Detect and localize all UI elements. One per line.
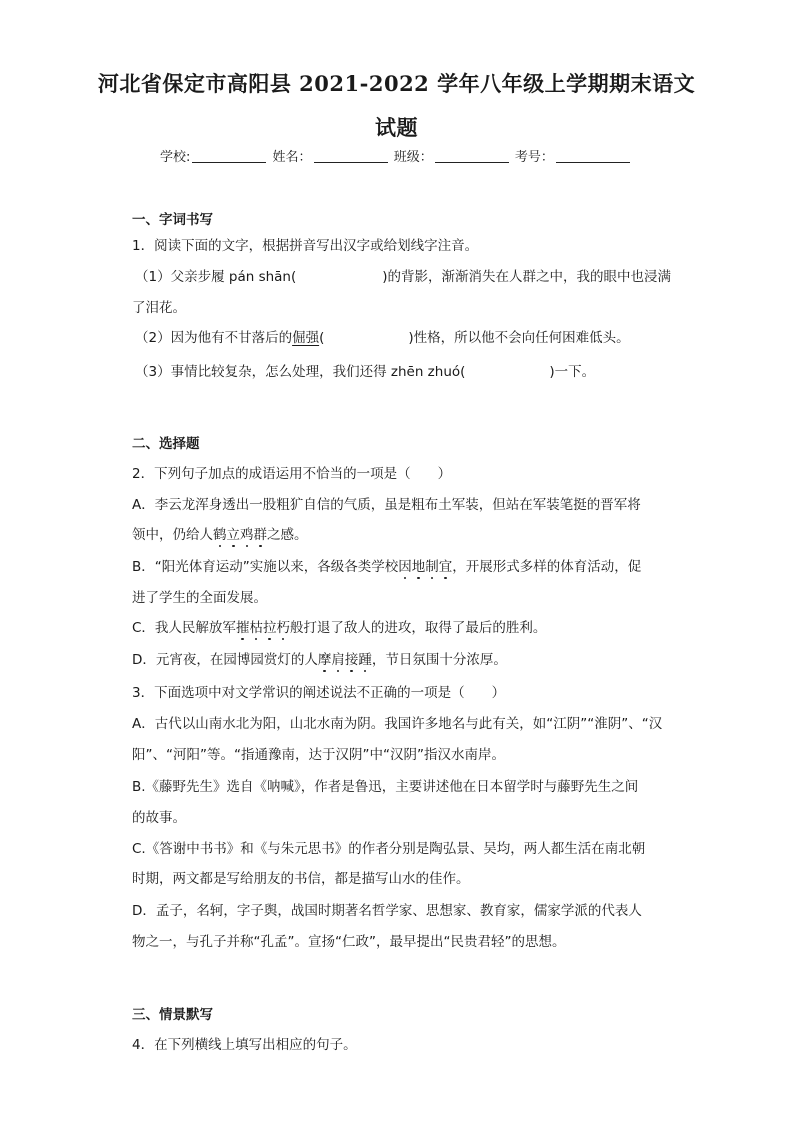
class-label: 班级：	[393, 150, 433, 165]
exam-number-blank	[556, 148, 630, 163]
option-3d-line2: 物之一，与孔子并称“孔孟”。宣扬“仁政”，最早提出“民贵君轻”的思想。	[132, 934, 566, 950]
exam-number-label: 考号：	[514, 150, 554, 165]
dotted-char: 枯	[249, 616, 263, 636]
question-4: 4．在下列横线上填写出相应的句子。	[132, 1037, 357, 1053]
section-heading-2: 二、选择题	[132, 436, 200, 452]
text: 领中，仍给人	[132, 527, 213, 543]
question-1-item-1	[135, 265, 671, 285]
text: C．我人民解放军	[132, 620, 236, 636]
question-1: 1．阅读下面的文字，根据拼音写出汉字或给划线字注音。	[132, 238, 479, 254]
item3-text-a: （3）事情比较复杂，怎么处理，我们还得 zhēn zhuó(	[135, 364, 466, 380]
exam-title-line1: 河北省保定市高阳县 2021-2022 学年八年级上学期期末语文	[97, 71, 696, 96]
item2-text-b: (	[319, 330, 325, 346]
item1-text-a: （1）父亲步履 pán shān(	[135, 269, 297, 285]
name-label: 姓名：	[272, 150, 312, 165]
text: ，节日氛围十分浓厚。	[371, 652, 507, 668]
name-blank	[314, 148, 388, 163]
underlined-word: 倔强	[292, 330, 320, 346]
student-info-row	[160, 146, 632, 165]
dotted-char: 接	[345, 648, 359, 668]
dotted-char: 摩	[318, 648, 332, 668]
item1-text-b: )的背影，渐渐消失在人群之中，我的眼中也浸满	[382, 269, 672, 285]
dotted-char: 地	[412, 555, 426, 575]
item2-text-c: )性格，所以他不会向任何困难低头。	[408, 330, 630, 346]
question-1-item-3	[135, 360, 595, 380]
question-1-item-1-cont: 了泪花。	[132, 300, 186, 316]
option-2a-line1: A．李云龙浑身透出一股粗犷自信的气质，虽是粗布土军装，但站在军装笔挺的晋军将	[132, 497, 641, 513]
option-2b-line1	[132, 555, 641, 575]
option-2a-line2	[132, 523, 308, 543]
text: D．元宵夜，在园博园赏灯的人	[132, 652, 318, 668]
text: B．“阳光体育运动”实施以来，各级各类学校	[132, 559, 399, 575]
dotted-char: 制	[425, 555, 439, 575]
dotted-char: 肩	[331, 648, 345, 668]
section-heading-1: 一、字词书写	[132, 212, 213, 228]
text: 般打退了敌人的进攻，取得了最后的胜利。	[289, 620, 547, 636]
dotted-char: 拉	[263, 616, 277, 636]
item3-text-b: )一下。	[549, 364, 596, 380]
item2-text-a: （2）因为他有不甘落后的	[135, 330, 293, 346]
class-blank	[435, 148, 509, 163]
question-3: 3．下面选项中对文学常识的阐述说法不正确的一项是（ ）	[132, 685, 506, 701]
text: 之感。	[267, 527, 308, 543]
option-3d-line1: D．孟子，名轲，字子舆，战国时期著名哲学家、思想家、教育家，儒家学派的代表人	[132, 903, 642, 919]
dotted-char: 鹤	[213, 523, 227, 543]
dotted-char: 朽	[276, 616, 290, 636]
text: ，开展形式多样的体育活动，促	[452, 559, 642, 575]
option-3b-line2: 的故事。	[132, 810, 186, 826]
question-1-item-2	[135, 326, 630, 346]
option-3a-line2: 阳”、“河阳”等。“指通豫南，达于汉阴”中“汉阴”指汉水南岸。	[132, 747, 505, 763]
school-blank	[192, 148, 266, 163]
school-label: 学校:	[160, 150, 191, 165]
dotted-char: 因	[398, 555, 412, 575]
dotted-char: 鸡	[240, 523, 254, 543]
option-3b-line1: B.《藤野先生》选自《呐喊》，作者是鲁迅，主要讲述他在日本留学时与藤野先生之间	[132, 779, 639, 795]
option-3c-line1: C.《答谢中书书》和《与朱元思书》的作者分别是陶弘景、吴均，两人都生活在南北朝	[132, 841, 646, 857]
exam-title-line2: 试题	[375, 115, 418, 140]
dotted-char: 宜	[439, 555, 453, 575]
option-3c-line2: 时期，两文都是写给朋友的书信，都是描写山水的佳作。	[132, 871, 470, 887]
option-2d	[132, 648, 507, 668]
question-2: 2．下列句子加点的成语运用不恰当的一项是（ ）	[132, 466, 452, 482]
option-2c	[132, 616, 546, 636]
dotted-char: 摧	[236, 616, 250, 636]
section-heading-3: 三、情景默写	[132, 1007, 213, 1023]
option-2b-line2: 进了学生的全面发展。	[132, 590, 267, 606]
option-3a-line1: A．古代以山南水北为阳，山北水南为阴。我国许多地名与此有关，如“江阴”“淮阴”、“汉	[132, 716, 663, 732]
dotted-char: 群	[254, 523, 268, 543]
dotted-char: 踵	[358, 648, 372, 668]
dotted-char: 立	[227, 523, 241, 543]
